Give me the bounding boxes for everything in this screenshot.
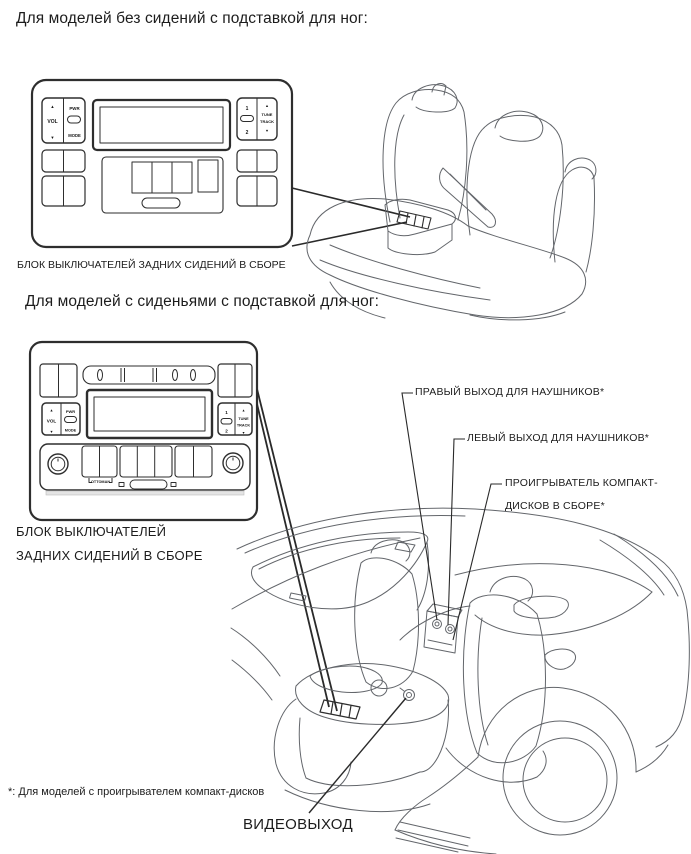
footnote-cd-models: *: Для моделей с проигрывателем компакт-дисков bbox=[8, 786, 265, 798]
mode-label: MODE bbox=[68, 133, 81, 138]
rear-deck bbox=[455, 564, 652, 592]
seat-adjust-buttons-1 bbox=[42, 150, 277, 213]
preset-2-label: 2 bbox=[225, 428, 228, 434]
up-arrow-icon: ▲ bbox=[241, 408, 246, 413]
front-seat bbox=[355, 540, 419, 689]
right-headphone-leader bbox=[402, 393, 437, 620]
left-headphone-leader bbox=[448, 439, 465, 625]
up-arrow-icon: ▲ bbox=[50, 104, 55, 109]
track-label: TRACK bbox=[236, 423, 251, 428]
preset-1-label: 1 bbox=[245, 106, 249, 112]
switch-block-label-2-line1: БЛОК ВЫКЛЮЧАТЕЛЕЙ bbox=[16, 524, 167, 539]
left-headphone-jack bbox=[446, 625, 455, 634]
side-window bbox=[251, 532, 427, 609]
rear-seat-switch-panel-1 bbox=[32, 80, 410, 247]
beltline bbox=[232, 538, 420, 609]
tune-label: TUNE bbox=[238, 417, 249, 421]
seat-back-center bbox=[467, 115, 563, 258]
pwr-label: PWR bbox=[69, 106, 80, 111]
armrest-switch-panel-2 bbox=[320, 700, 360, 719]
ottoman-label: OTTOMAN bbox=[90, 480, 111, 484]
video-output-jack bbox=[400, 688, 415, 701]
wheel-arch bbox=[478, 687, 636, 772]
right-headphone-jack bbox=[433, 620, 442, 629]
vol-label: VOL bbox=[47, 119, 58, 125]
vol-label: VOL bbox=[46, 418, 57, 424]
callout-leader-line bbox=[292, 222, 407, 246]
heading-no-footrest: Для моделей без сидений с подставкой для ног: bbox=[16, 10, 368, 27]
down-arrow-icon: ▼ bbox=[241, 431, 246, 435]
track-label: TRACK bbox=[260, 119, 274, 124]
seat-back-left bbox=[383, 90, 467, 222]
up-arrow-icon: ▲ bbox=[265, 104, 269, 108]
heading-footrest: Для моделей с сиденьями с подставкой для ног: bbox=[25, 293, 380, 310]
headrest-right bbox=[565, 158, 596, 179]
callout-leader-line bbox=[257, 404, 329, 707]
down-arrow-icon: ▼ bbox=[265, 129, 269, 133]
down-arrow-icon: ▼ bbox=[49, 430, 54, 434]
switch-block-label-1: БЛОК ВЫКЛЮЧАТЕЛЕЙ ЗАДНИХ СИДЕНИЙ В СБОРЕ bbox=[17, 259, 286, 271]
callout-leader-line bbox=[292, 188, 410, 217]
down-arrow-icon: ▼ bbox=[50, 135, 55, 140]
display-screen-2 bbox=[87, 390, 212, 438]
preset-1-label: 1 bbox=[225, 410, 228, 415]
right-headphone-label: ПРАВЫЙ ВЫХОД ДЛЯ НАУШНИКОВ* bbox=[415, 386, 605, 398]
cd-player-label-line2: ДИСКОВ В СБОРЕ* bbox=[505, 500, 605, 512]
pwr-label: PWR bbox=[65, 409, 76, 414]
roof-line bbox=[237, 508, 687, 610]
armrest-switch-panel-1 bbox=[397, 211, 431, 229]
trunk-edge bbox=[656, 610, 689, 747]
preset-tune-switch bbox=[218, 403, 252, 435]
volume-power-switch bbox=[42, 403, 80, 435]
left-headphone-label: ЛЕВЫЙ ВЫХОД ДЛЯ НАУШНИКОВ* bbox=[467, 432, 650, 444]
tune-label: TUNE bbox=[261, 112, 273, 117]
mode-label: MODE bbox=[64, 428, 77, 433]
up-arrow-icon: ▲ bbox=[49, 408, 54, 413]
eject-slot bbox=[130, 480, 167, 489]
bottom-control-strip bbox=[40, 444, 250, 495]
video-output-label: ВИДЕОВЫХОД bbox=[243, 816, 353, 833]
top-switch-row bbox=[40, 364, 252, 397]
callout-leader-line bbox=[257, 389, 337, 711]
label-leader-lines bbox=[309, 393, 502, 813]
display-screen-1 bbox=[93, 100, 230, 150]
headrest-left bbox=[412, 85, 457, 112]
switch-block-label-2-line2: ЗАДНИХ СИДЕНИЙ В СБОРЕ bbox=[16, 548, 203, 563]
center-console bbox=[274, 664, 448, 812]
volume-power-switch bbox=[42, 98, 85, 143]
preset-tune-switch bbox=[237, 98, 277, 140]
cd-player-label-line1: ПРОИГРЫВАТЕЛЬ КОМПАКТ- bbox=[505, 477, 658, 489]
preset-2-label: 2 bbox=[245, 130, 249, 136]
